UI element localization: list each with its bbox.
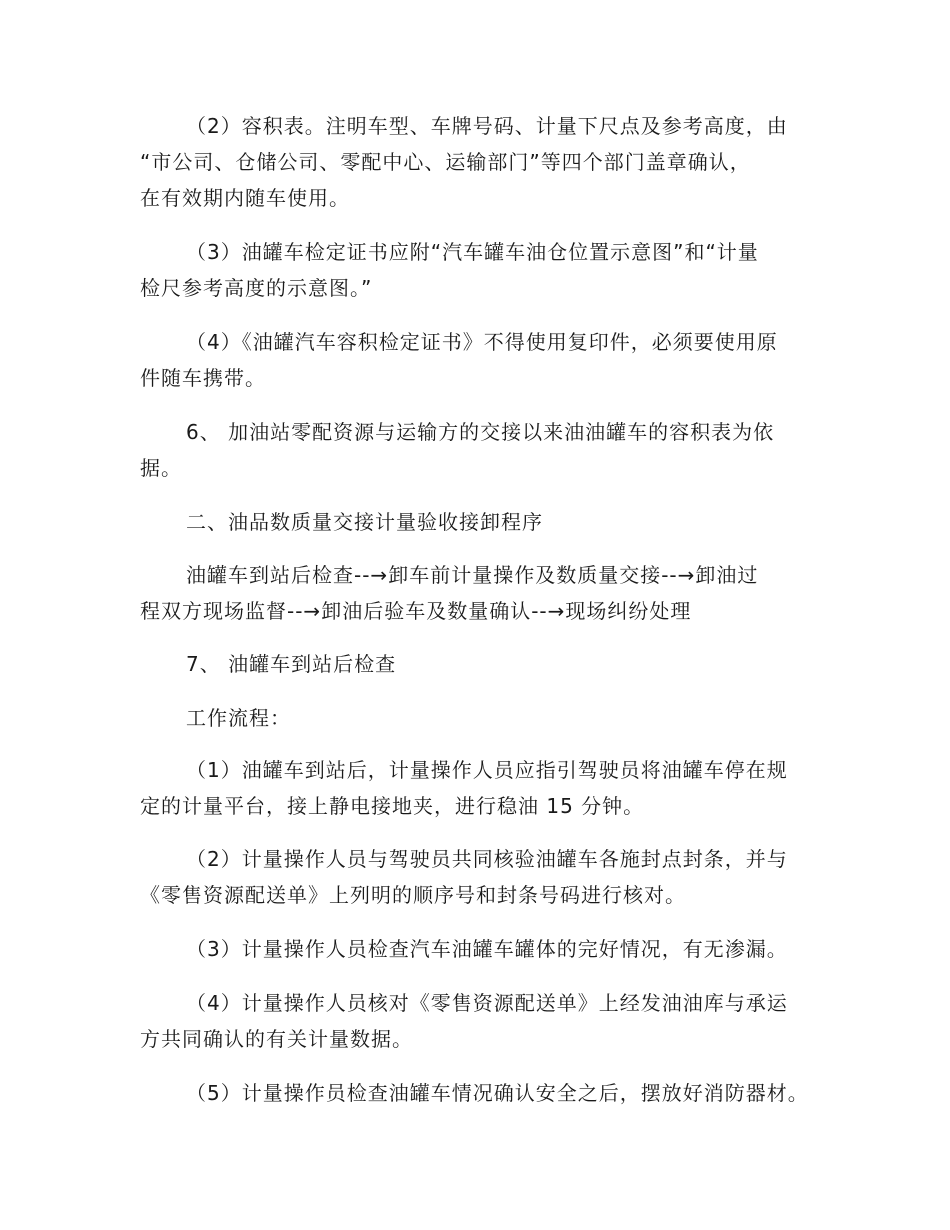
text-line: 工作流程： (186, 706, 291, 730)
heading-workflow (140, 700, 830, 736)
paragraph-process-flow (140, 557, 830, 629)
paragraph-step-5 (140, 1075, 830, 1111)
text-line: 二、油品数质量交接计量验收接卸程序 (186, 510, 543, 534)
paragraph-certificate-diagram (140, 234, 830, 306)
paragraph-step-3 (140, 931, 830, 967)
text-line: （3）计量操作人员检查汽车油罐车罐体的完好情况，有无渗漏。 (186, 937, 788, 961)
paragraph-step-4 (140, 985, 830, 1057)
text-line: 在有效期内随车使用。 (140, 186, 350, 210)
text-line: 件随车携带。 (140, 366, 266, 390)
paragraph-item-6 (140, 414, 830, 486)
text-line: （4）计量操作人员核对《零售资源配送单》上经发油油库与承运 (186, 991, 788, 1015)
heading-item-7 (140, 646, 830, 682)
text-line: （1）油罐车到站后，计量操作人员应指引驾驶员将油罐车停在规 (186, 758, 788, 782)
paragraph-step-1 (140, 752, 830, 824)
text-line: 油罐车到站后检查--→卸车前计量操作及数质量交接--→卸油过 (186, 563, 759, 587)
text-line: 程双方现场监督--→卸油后验车及数量确认--→现场纠纷处理 (140, 599, 692, 623)
text-line: （3）油罐车检定证书应附“汽车罐车油仓位置示意图”和“计量 (186, 240, 759, 264)
text-line: “市公司、仓储公司、零配中心、运输部门”等四个部门盖章确认， (140, 150, 751, 174)
text-line: 定的计量平台，接上静电接地夹，进行稳油 15 分钟。 (140, 794, 645, 818)
paragraph-capacity-table (140, 108, 830, 216)
text-line: 据。 (140, 456, 182, 480)
paragraph-certificate-original (140, 324, 830, 396)
text-line: （4）《油罐汽车容积检定证书》不得使用复印件，必须要使用原 (186, 330, 778, 354)
text-line: 方共同确认的有关计量数据。 (140, 1027, 413, 1051)
text-line: （2）容积表。注明车型、车牌号码、计量下尺点及参考高度，由 (186, 114, 788, 138)
paragraph-step-2 (140, 841, 830, 913)
text-line: 7、 油罐车到站后检查 (186, 652, 397, 676)
text-line: 检尺参考高度的示意图。” (140, 276, 373, 300)
section-heading-2 (140, 504, 830, 540)
text-line: （2）计量操作人员与驾驶员共同核验油罐车各施封点封条，并与 (186, 847, 788, 871)
text-line: 《零售资源配送单》上列明的顺序号和封条号码进行核对。 (140, 883, 686, 907)
text-line: （5）计量操作员检查油罐车情况确认安全之后，摆放好消防器材。 (186, 1081, 809, 1105)
text-line: 6、 加油站零配资源与运输方的交接以来油油罐车的容积表为依 (186, 420, 775, 444)
